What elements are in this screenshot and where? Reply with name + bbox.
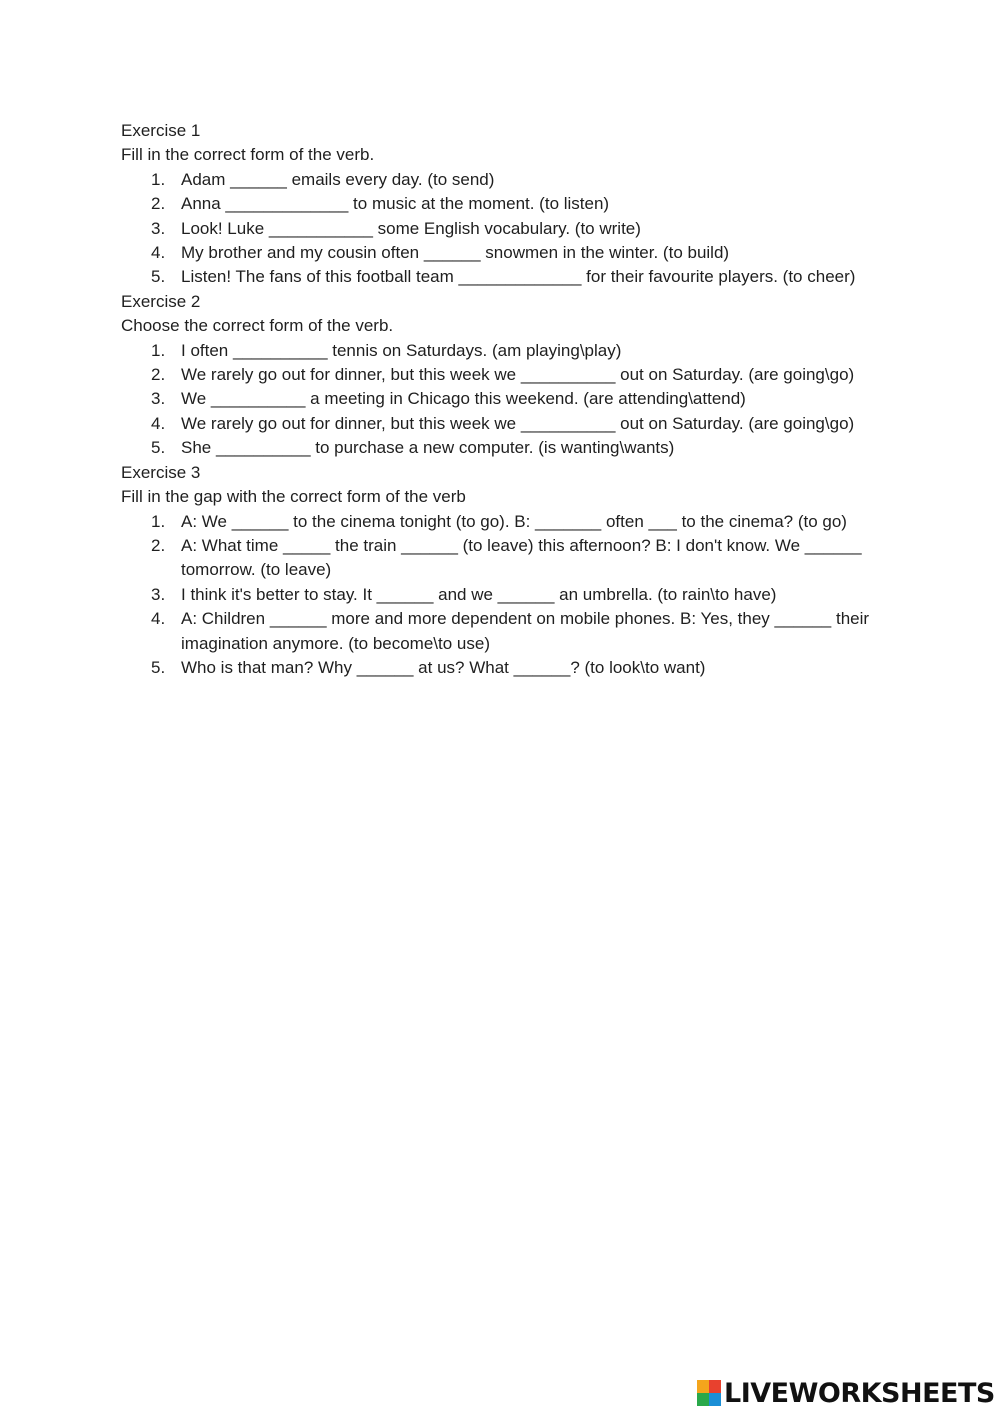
list-item (121, 363, 891, 387)
item-text: Look! Luke ___________ some English vocabulary. (to write) (181, 218, 641, 238)
exercise-list (121, 168, 891, 290)
item-number: 1. (151, 340, 166, 360)
exercise-heading: Exercise 1 (121, 121, 201, 140)
item-text: Listen! The fans of this football team _____________ for their favourite players. (to cheer) (181, 267, 856, 287)
item-text: We rarely go out for dinner, but this week we __________ out on Saturday. (are going\go) (181, 413, 855, 433)
exercise-3 (121, 461, 891, 681)
exercise-list (121, 510, 891, 681)
list-item (121, 217, 891, 241)
item-text: My brother and my cousin often ______ snowmen in the winter. (to build) (181, 243, 730, 263)
item-number: 5. (151, 438, 166, 458)
exercise-heading: Exercise 3 (121, 462, 201, 482)
item-text: A: Children ______ more and more dependent on mobile phones. B: Yes, they ______ their imagination anymore. (to become\to use) (181, 609, 870, 653)
item-number: 4. (151, 609, 166, 629)
list-item (121, 510, 891, 534)
list-item (121, 168, 891, 192)
list-item (121, 656, 891, 680)
item-number: 2. (151, 365, 166, 385)
item-number: 3. (151, 389, 166, 409)
item-number: 1. (151, 511, 166, 531)
item-text: Anna _____________ to music at the moment. (to listen) (181, 194, 610, 214)
list-item (121, 412, 891, 436)
list-item (121, 387, 891, 411)
item-text: She __________ to purchase a new computer. (is wanting\wants) (181, 438, 675, 458)
item-number: 4. (151, 243, 166, 263)
item-text: We __________ a meeting in Chicago this weekend. (are attending\attend) (181, 389, 746, 409)
liveworksheets-logo (697, 1376, 995, 1410)
item-text: A: We ______ to the cinema tonight (to go). B: _______ often ___ to the cinema? (to go) (181, 511, 847, 531)
item-text: A: What time _____ the train ______ (to leave) this afternoon? B: I don't know. We ______ tomorrow. (to leave) (181, 535, 862, 580)
item-number: 1. (151, 169, 166, 189)
item-number: 2. (151, 535, 166, 555)
item-text: I often __________ tennis on Saturdays. (am playing\play) (181, 340, 622, 360)
exercise-list (121, 339, 891, 461)
list-item (121, 436, 891, 460)
list-item (121, 192, 891, 216)
exercise-instruction: Choose the correct form of the verb. (121, 316, 394, 336)
list-item (121, 534, 891, 583)
exercise-1 (121, 119, 891, 290)
item-number: 5. (151, 267, 166, 287)
exercise-instruction: Fill in the gap with the correct form of the verb (121, 487, 466, 507)
item-text: I think it's better to stay. It ______ and we ______ an umbrella. (to rain\to have) (181, 584, 777, 604)
liveworksheets-logo-icon (697, 1380, 721, 1406)
list-item (121, 265, 891, 289)
list-item (121, 339, 891, 363)
item-text: We rarely go out for dinner, but this week we __________ out on Saturday. (are going\go) (181, 365, 855, 385)
item-number: 3. (151, 218, 166, 238)
item-number: 5. (151, 657, 166, 677)
list-item (121, 607, 891, 656)
exercise-2 (121, 290, 891, 461)
item-number: 2. (151, 194, 166, 214)
logo-text: LIVEWORKSHEETS (724, 1377, 995, 1409)
worksheet-content (121, 119, 891, 680)
list-item (121, 241, 891, 265)
item-text: Adam ______ emails every day. (to send) (181, 169, 495, 189)
exercise-heading: Exercise 2 (121, 291, 201, 311)
item-number: 3. (151, 584, 166, 604)
exercise-instruction: Fill in the correct form of the verb. (121, 145, 375, 165)
item-text: Who is that man? Why ______ at us? What ______? (to look\to want) (181, 657, 706, 677)
item-number: 4. (151, 413, 166, 433)
list-item (121, 583, 891, 607)
